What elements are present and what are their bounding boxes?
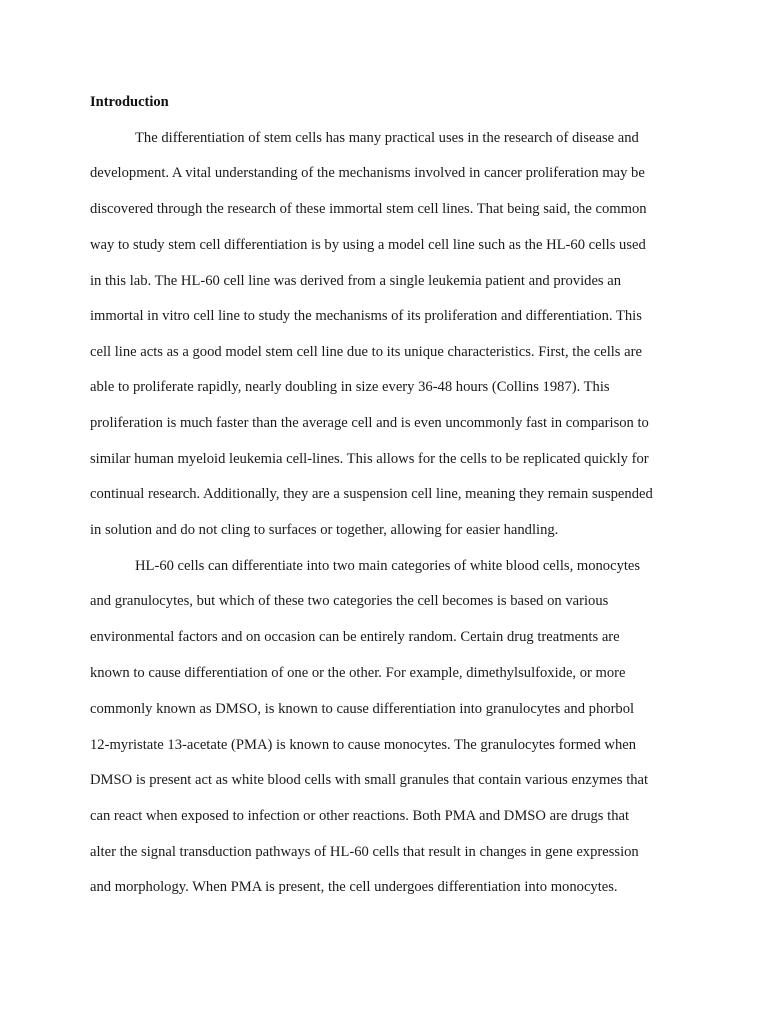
paragraph-1-line: similar human myeloid leukemia cell-lines. This allows for the cells to be replicated quickly for <box>90 451 649 467</box>
paragraph-2-line: environmental factors and on occasion can be entirely random. Certain drug treatments are <box>90 629 620 645</box>
paragraph-1-line: able to proliferate rapidly, nearly doubling in size every 36-48 hours (Collins 1987). This <box>90 379 610 395</box>
paragraph-2-line: 12-myristate 13-acetate (PMA) is known to cause monocytes. The granulocytes formed when <box>90 737 637 753</box>
paragraph-2-line: and granulocytes, but which of these two categories the cell becomes is based on various <box>90 593 609 609</box>
paragraph-1-line: continual research. Additionally, they are a suspension cell line, meaning they remain suspended <box>90 486 653 502</box>
paragraph-2-line: and morphology. When PMA is present, the cell undergoes differentiation into monocytes. <box>90 879 618 895</box>
section-heading: Introduction <box>90 94 169 110</box>
paragraph-1-line: proliferation is much faster than the average cell and is even uncommonly fast in comparison to <box>90 415 649 431</box>
paragraph-1-line: immortal in vitro cell line to study the mechanisms of its proliferation and differentiation. This <box>90 308 642 324</box>
paragraph-1-line: cell line acts as a good model stem cell line due to its unique characteristics. First, the cells are <box>90 344 642 360</box>
paragraph-1-line: in this lab. The HL-60 cell line was derived from a single leukemia patient and provides an <box>90 273 622 289</box>
paragraph-2-line: can react when exposed to infection or other reactions. Both PMA and DMSO are drugs that <box>90 808 630 824</box>
paragraph-1-line: way to study stem cell differentiation is by using a model cell line such as the HL-60 cells used <box>90 237 646 253</box>
paragraph-2-line: known to cause differentiation of one or the other. For example, dimethylsulfoxide, or more <box>90 665 626 681</box>
paragraph-1-line: in solution and do not cling to surfaces or together, allowing for easier handling. <box>90 522 559 538</box>
paragraph-1-line: development. A vital understanding of the mechanisms involved in cancer proliferation may be <box>90 165 645 181</box>
paragraph-1-line: The differentiation of stem cells has many practical uses in the research of disease and <box>135 130 639 146</box>
paragraph-1-line: discovered through the research of these immortal stem cell lines. That being said, the common <box>90 201 647 217</box>
paragraph-2-line: commonly known as DMSO, is known to cause differentiation into granulocytes and phorbol <box>90 701 635 717</box>
paragraph-2-line: alter the signal transduction pathways of HL-60 cells that result in changes in gene expression <box>90 844 639 860</box>
paragraph-2-line: HL-60 cells can differentiate into two main categories of white blood cells, monocytes <box>135 558 641 574</box>
paragraph-2-line: DMSO is present act as white blood cells with small granules that contain various enzymes that <box>90 772 649 788</box>
